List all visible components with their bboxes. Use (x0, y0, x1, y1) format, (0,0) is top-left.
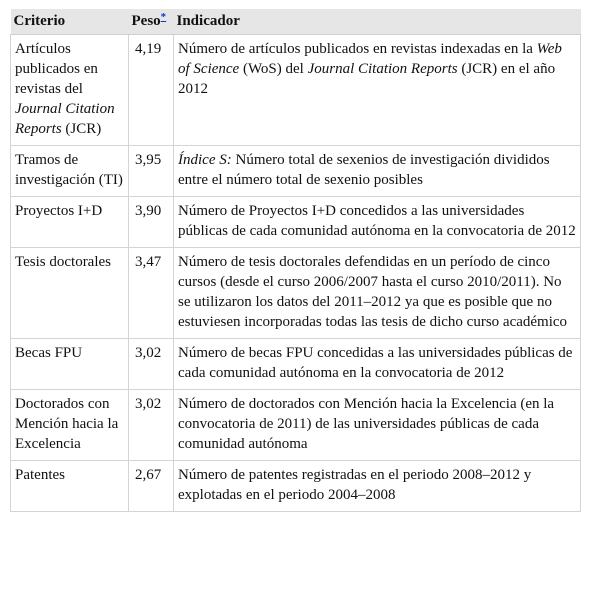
indicador-text: Número de patentes registradas en el periodo 2008–2012 y explotadas en el periodo 2004–2008 (178, 467, 532, 503)
table-header (11, 9, 581, 35)
table-body (11, 35, 581, 512)
table-row (11, 197, 581, 248)
cell-indicador (174, 197, 581, 248)
cell-indicador (174, 390, 581, 461)
criterio-text: Tesis doctorales (15, 254, 112, 270)
indicador-text: Número de becas FPU concedidas a las universidades públicas de cada comunidad autónoma en la convocatoria de 2012 (178, 345, 573, 381)
cell-peso: 3,02 (129, 390, 174, 461)
table-row (11, 390, 581, 461)
criteria-table-container (10, 9, 580, 512)
cell-criterio (11, 339, 129, 390)
indicador-text: Número de Proyectos I+D concedidos a las universidades públicas de cada comunidad autónoma en la convocatoria de 2012 (178, 203, 576, 239)
cell-peso: 3,90 (129, 197, 174, 248)
criterio-text: Artículos publicados en revistas del (15, 41, 98, 97)
criterio-text-italic: Journal Citation Reports (15, 101, 115, 137)
header-indicador: Indicador (174, 9, 581, 35)
cell-peso: 3,95 (129, 146, 174, 197)
indicador-text-italic: Journal Citation Reports (307, 61, 458, 77)
indicador-text: Número de artículos publicados en revistas indexadas en la (178, 41, 537, 57)
cell-criterio (11, 461, 129, 512)
table-row (11, 461, 581, 512)
criterio-text: Patentes (15, 467, 65, 483)
cell-peso: 3,02 (129, 339, 174, 390)
cell-criterio (11, 390, 129, 461)
cell-criterio (11, 197, 129, 248)
cell-indicador (174, 461, 581, 512)
cell-peso: 4,19 (129, 35, 174, 146)
indicador-text: (JCR) en el año 2012 (178, 61, 556, 97)
table-row (11, 35, 581, 146)
indicador-text: Número de tesis doctorales defendidas en un período de cinco cursos (desde el curso 2006/2007 hasta el curso 2010/2011). No se utilizaron los datos del 2011–2012 ya que es posible que no estuviesen incorporadas todas las tesis de dicho curso académico (178, 254, 568, 330)
cell-criterio (11, 35, 129, 146)
header-criterio: Criterio (11, 9, 129, 35)
criterio-text: Proyectos I+D (15, 203, 103, 219)
cell-peso: 3,47 (129, 248, 174, 339)
table-row (11, 339, 581, 390)
table-row (11, 146, 581, 197)
cell-indicador (174, 339, 581, 390)
indicador-text-italic: Web of Science (178, 41, 562, 77)
cell-indicador (174, 35, 581, 146)
criterio-text: Tramos de investigación (TI) (15, 152, 123, 188)
cell-criterio (11, 248, 129, 339)
criterio-text: (JCR) (61, 121, 102, 137)
header-peso-label: Peso (131, 13, 161, 29)
indicador-text: (WoS) del (239, 61, 308, 77)
header-row (11, 9, 581, 35)
indicador-text-italic: Índice S: (178, 152, 232, 168)
header-peso (129, 9, 174, 35)
table-row (11, 248, 581, 339)
cell-peso: 2,67 (129, 461, 174, 512)
criterio-text: Becas FPU (15, 345, 83, 361)
criteria-table (10, 9, 581, 512)
criterio-text: Doctorados con Mención hacia la Excelencia (15, 396, 119, 452)
indicador-text: Número total de sexenios de investigación divididos entre el número total de sexenio posibles (178, 152, 550, 188)
peso-footnote-link[interactable]: * (160, 11, 167, 23)
cell-criterio (11, 146, 129, 197)
indicador-text: Número de doctorados con Mención hacia la Excelencia (en la convocatoria de 2011) de las universidades públicas de cada comunidad autónoma (178, 396, 555, 452)
cell-indicador (174, 146, 581, 197)
cell-indicador (174, 248, 581, 339)
